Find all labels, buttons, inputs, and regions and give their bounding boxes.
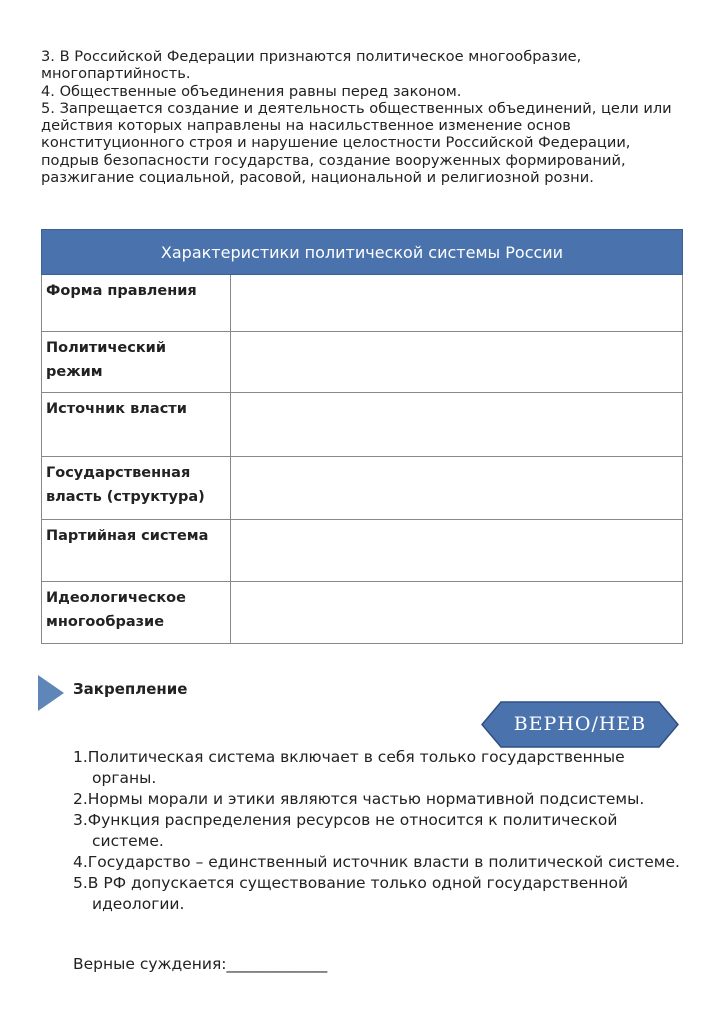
list-item: 3.Функция распределения ресурсов не относится к политической системе. <box>73 811 618 850</box>
table-row <box>42 582 683 644</box>
characteristics-table <box>41 229 683 644</box>
banner-text: ВЕРНО/НЕВ <box>513 713 647 735</box>
answer-cell[interactable] <box>231 393 683 457</box>
answer-line: Верные суждения:_____________ <box>73 955 328 973</box>
table-row <box>42 520 683 582</box>
row-label: Партийная система <box>42 520 231 582</box>
triangle-bullet-icon <box>38 675 64 711</box>
intro-paragraph: 3. В Российской Федерации признаются политическое многообразие, многопартийность. <box>41 48 582 83</box>
intro-paragraph: 5. Запрещается создание и деятельность общественных объединений, цели или действия которых направлены на насильственное изменение основ конституционного строя и нарушение целостности Российской Федерации, подрыв безопасности государства, создание вооруженных формирований, разжигание социальной, расовой, национальной и религиозной розни. <box>41 99 672 187</box>
answer-cell[interactable] <box>231 520 683 582</box>
row-label: Государственная власть (структура) <box>42 457 231 520</box>
table-row <box>42 457 683 520</box>
table-row <box>42 275 683 332</box>
row-label: Источник власти <box>42 393 231 457</box>
intro-paragraph: 4. Общественные объединения равны перед законом. <box>41 82 462 100</box>
list-item: 5.В РФ допускается существование только одной государственной идеологии. <box>73 874 629 913</box>
table-row <box>42 332 683 393</box>
section-title: Закрепление <box>73 680 188 698</box>
table-title: Характеристики политической системы России <box>42 230 683 275</box>
row-label: Идеологическое многообразие <box>42 582 231 644</box>
answer-cell[interactable] <box>231 582 683 644</box>
true-false-banner <box>481 701 679 748</box>
answer-cell[interactable] <box>231 275 683 332</box>
answer-cell[interactable] <box>231 457 683 520</box>
row-label: Политический режим <box>42 332 231 393</box>
list-item: 1.Политическая система включает в себя только государственные органы. <box>73 748 625 787</box>
statements-list <box>73 747 683 915</box>
intro-text <box>41 48 691 186</box>
list-item: 2.Нормы морали и этики являются частью нормативной подсистемы. <box>73 790 645 808</box>
row-label: Форма правления <box>42 275 231 332</box>
table-row <box>42 393 683 457</box>
answer-cell[interactable] <box>231 332 683 393</box>
list-item: 4.Государство – единственный источник власти в политической системе. <box>73 853 680 871</box>
